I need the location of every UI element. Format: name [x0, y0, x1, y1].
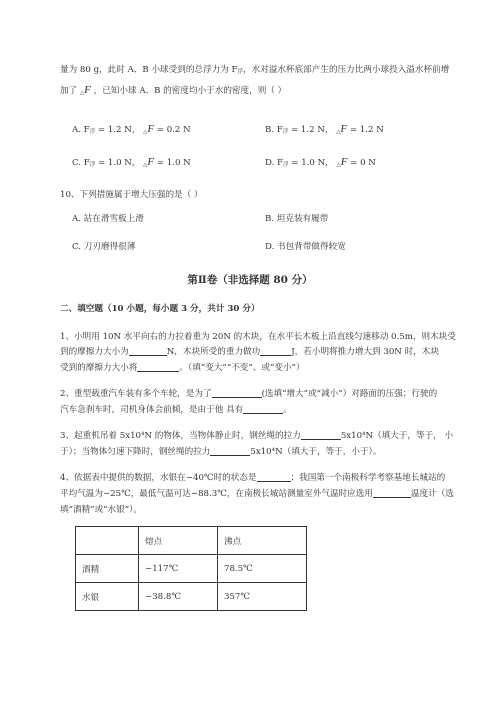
text: 。: [283, 405, 292, 415]
force-symbol: F: [340, 123, 348, 135]
text: ；我国第一个南极科学考察基地长城站的: [290, 473, 446, 483]
force-symbol: F: [147, 123, 155, 135]
option-label: D. F: [265, 158, 284, 168]
q9-line-2-text: 加了: [60, 86, 80, 96]
delta-symbol: △: [336, 162, 341, 168]
option-value: = 1.0 N: [154, 158, 191, 168]
table-row: [76, 583, 307, 611]
option-value: = 0.2 N: [154, 125, 191, 135]
subscript: 浮: [282, 129, 289, 135]
text: 平均气温为−25℃，最低气温可达−88.3℃，在南极长城站测量室外气温时应选用: [60, 489, 373, 499]
option-label: A. F: [72, 125, 90, 135]
fill4-line-2: [60, 488, 454, 501]
table-cell: 357℃: [218, 583, 307, 611]
text: 于）；当物体匀速下降时，钢丝绳的拉力: [60, 447, 211, 457]
table-header-row: [76, 527, 307, 555]
q9-line-1-text-end: ，水对溢水杯底部产生的压力比两小球投入溢水杯前增: [243, 65, 450, 75]
text: 受到的摩擦力大小将: [60, 363, 138, 373]
q9-option-b[interactable]: [265, 123, 384, 135]
text: 5x10⁴N（填大于，等于，小于）。: [250, 447, 382, 457]
fill4-line-1: [60, 472, 445, 485]
q9-option-c[interactable]: [72, 156, 191, 168]
subscript: 浮: [89, 162, 96, 168]
option-value: = 1.2 N: [347, 125, 384, 135]
answer-blank[interactable]: [373, 488, 411, 498]
answer-blank[interactable]: [137, 362, 179, 372]
table-cell: −117℃: [139, 555, 218, 583]
q10-option-d[interactable]: D. 书包背带做得较宽: [265, 242, 346, 252]
fill1-line-1: 1、小明用 10N 水平向右的力拉着重为 20N 的木块，在水平长木板上沿直线匀速移动 0.5m，则木块受: [60, 332, 456, 342]
table-header-cell: 熔点: [139, 527, 218, 555]
force-symbol: F: [147, 156, 155, 168]
answer-blank[interactable]: [257, 472, 291, 482]
answer-blank[interactable]: [129, 346, 167, 356]
table-header-cell: [76, 527, 139, 555]
text: 3、起重机吊着 5x10⁴N 的物体，当物体静止时，钢丝绳的拉力: [60, 431, 301, 441]
subscript: 浮: [237, 69, 244, 75]
text: 4、依据表中提供的数据，水银在−40℃时的状态是: [60, 473, 257, 483]
table-row: [76, 555, 307, 583]
part-title: 第Ⅱ卷（非选择题 80 分）: [187, 274, 313, 286]
force-symbol: F: [340, 156, 348, 168]
subscript: 浮: [89, 129, 96, 135]
q10-option-a[interactable]: A. 站在滑雪板上滑: [72, 214, 144, 224]
answer-blank[interactable]: [243, 404, 283, 414]
option-mid: = 1.2 N，: [288, 125, 337, 135]
delta-symbol: △: [143, 162, 148, 168]
text: 5x10⁴N（填大于，等于， 小: [340, 431, 454, 441]
option-label: C. F: [72, 158, 90, 168]
text: 温度计（选: [410, 489, 454, 499]
fill3-line-2: [60, 446, 381, 459]
answer-blank[interactable]: [301, 430, 341, 440]
option-mid: = 1.2 N，: [95, 125, 144, 135]
delta-symbol: △: [336, 129, 341, 135]
text: N，木块所受的重力做功: [166, 347, 261, 357]
subscript: 浮: [283, 162, 289, 168]
delta-symbol: △: [143, 129, 148, 135]
text: (选填“增大”或“减小”）对路面的压强；行驶的: [261, 389, 438, 399]
fill2-line-2: [60, 404, 292, 417]
section-heading: 二、填空题（10 小题，每小题 3 分，共计 30 分）: [60, 304, 260, 314]
q10-option-c[interactable]: C. 刀刃磨得很薄: [72, 242, 136, 252]
text: 。（填“变大”“不变”、或“变小”）: [179, 363, 305, 373]
text: 2、重型载重汽车装有多个车轮，是为了: [60, 389, 212, 399]
answer-blank[interactable]: [260, 346, 291, 356]
option-label: B. F: [265, 125, 283, 135]
table-header-cell: 沸点: [218, 527, 307, 555]
table-cell: 78.5℃: [218, 555, 307, 583]
fill3-line-1: [60, 430, 453, 443]
q9-line-2-text-end: ，已知小球 A、B 的密度均小于水的密度，则（ ）: [90, 86, 287, 96]
text: 汽车急刹车时，司机身体会前倾，是由于他 具有: [60, 405, 244, 415]
data-table: [75, 526, 307, 611]
q9-line-2: [60, 84, 286, 100]
q9-line-1-text: 量为 80 g，此时 A、B 小球受到的总浮力为 F: [60, 65, 238, 75]
q9-line-1: [60, 64, 449, 79]
table-cell: 酒精: [76, 555, 139, 583]
q9-option-d[interactable]: [265, 156, 376, 168]
text: 到的摩擦力大小为: [60, 347, 129, 357]
fill4-line-3: 填“酒精”或“水银”）。: [60, 505, 143, 515]
q9-option-a[interactable]: [72, 123, 191, 135]
answer-blank[interactable]: [210, 446, 250, 456]
q10-option-b[interactable]: B. 坦克装有履带: [265, 214, 329, 224]
option-mid: = 1.0 N，: [95, 158, 144, 168]
fill2-line-1: [60, 388, 437, 401]
q10-stem: 10、下列措施属于增大压强的是（ ）: [60, 190, 203, 200]
force-symbol: F: [84, 84, 91, 96]
fill1-line-2: [60, 346, 439, 359]
text: J，若小明将推力增大到 30N 时，木块: [291, 347, 439, 357]
answer-blank[interactable]: [212, 388, 262, 398]
delta-symbol: △: [79, 90, 85, 96]
table-cell: 水银: [76, 583, 139, 611]
table-cell: −38.8℃: [139, 583, 218, 611]
option-value: = 0 N: [347, 158, 376, 168]
option-mid: = 1.0 N，: [288, 158, 337, 168]
fill1-line-3: [60, 362, 305, 375]
